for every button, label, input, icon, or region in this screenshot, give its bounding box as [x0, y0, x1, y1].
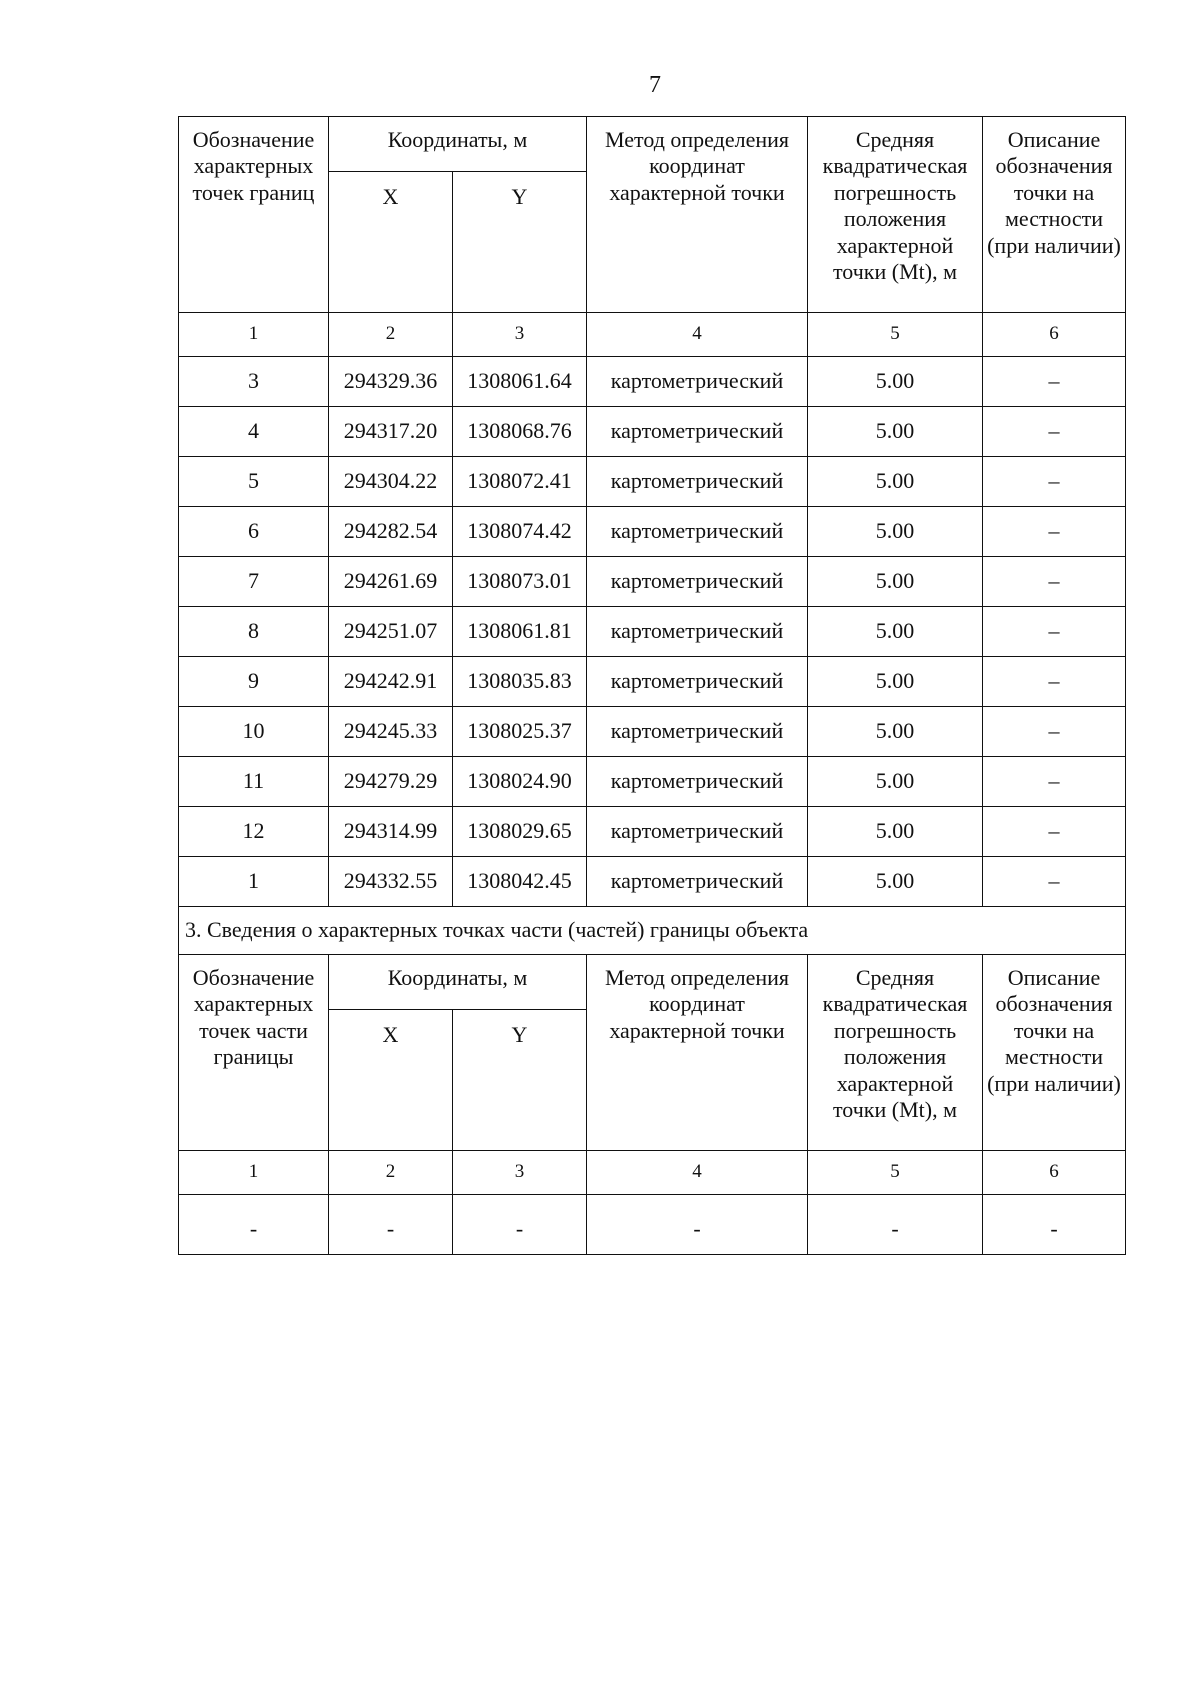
column-number: 3 [453, 313, 587, 357]
empty-cell: - [983, 1195, 1126, 1255]
point-cell: 8 [179, 607, 329, 657]
error-cell: 5.00 [808, 807, 983, 857]
y-cell: 1308072.41 [453, 457, 587, 507]
empty-cell: - [453, 1195, 587, 1255]
point-cell: 1 [179, 857, 329, 907]
y-cell: 1308061.64 [453, 357, 587, 407]
y-cell: 1308074.42 [453, 507, 587, 557]
method-cell: картометрический [587, 607, 808, 657]
y-cell: 1308068.76 [453, 407, 587, 457]
empty-cell: - [808, 1195, 983, 1255]
section-title: 3. Сведения о характерных точках части (частей) границы объекта [179, 907, 1126, 955]
column-number: 2 [329, 1151, 453, 1195]
description-cell: – [983, 807, 1126, 857]
method-cell: картометрический [587, 757, 808, 807]
column-numbers-row [179, 1151, 1126, 1195]
description-cell: – [983, 457, 1126, 507]
y-cell: 1308035.83 [453, 657, 587, 707]
header-designation: Обозначение характерных точек границ [179, 117, 329, 313]
header-coordinates: Координаты, м [329, 117, 587, 172]
boundary-points-table [178, 116, 1126, 1255]
method-cell: картометрический [587, 557, 808, 607]
table-header-row [179, 955, 1126, 1010]
point-cell: 4 [179, 407, 329, 457]
section-title-row [179, 907, 1126, 955]
x-cell: 294242.91 [329, 657, 453, 707]
header-description: Описание обозначения точки на местности (при наличии) [983, 955, 1126, 1151]
x-cell: 294317.20 [329, 407, 453, 457]
table-header-row [179, 117, 1126, 172]
error-cell: 5.00 [808, 657, 983, 707]
point-cell: 3 [179, 357, 329, 407]
description-cell: – [983, 407, 1126, 457]
method-cell: картометрический [587, 807, 808, 857]
method-cell: картометрический [587, 507, 808, 557]
y-cell: 1308042.45 [453, 857, 587, 907]
header-y: Y [453, 172, 587, 313]
empty-cell: - [587, 1195, 808, 1255]
y-cell: 1308024.90 [453, 757, 587, 807]
x-cell: 294314.99 [329, 807, 453, 857]
column-number: 1 [179, 313, 329, 357]
table-row [179, 807, 1126, 857]
point-cell: 12 [179, 807, 329, 857]
error-cell: 5.00 [808, 507, 983, 557]
x-cell: 294279.29 [329, 757, 453, 807]
column-number: 5 [808, 313, 983, 357]
header-coordinates: Координаты, м [329, 955, 587, 1010]
empty-row [179, 1195, 1126, 1255]
column-number: 2 [329, 313, 453, 357]
page-number: 7 [649, 72, 661, 98]
column-number: 4 [587, 313, 808, 357]
error-cell: 5.00 [808, 357, 983, 407]
method-cell: картометрический [587, 357, 808, 407]
table-row [179, 757, 1126, 807]
method-cell: картометрический [587, 857, 808, 907]
x-cell: 294332.55 [329, 857, 453, 907]
error-cell: 5.00 [808, 707, 983, 757]
point-cell: 7 [179, 557, 329, 607]
table-row [179, 857, 1126, 907]
column-number: 6 [983, 313, 1126, 357]
column-number: 4 [587, 1151, 808, 1195]
point-cell: 11 [179, 757, 329, 807]
table-row [179, 357, 1126, 407]
error-cell: 5.00 [808, 457, 983, 507]
error-cell: 5.00 [808, 407, 983, 457]
table-row [179, 557, 1126, 607]
x-cell: 294245.33 [329, 707, 453, 757]
header-x: X [329, 1010, 453, 1151]
description-cell: – [983, 357, 1126, 407]
column-number: 6 [983, 1151, 1126, 1195]
method-cell: картометрический [587, 657, 808, 707]
header-error: Средняя квадратическая погрешность положения характерной точки (Mt), м [808, 117, 983, 313]
header-method: Метод определения координат характерной точки [587, 117, 808, 313]
x-cell: 294304.22 [329, 457, 453, 507]
error-cell: 5.00 [808, 757, 983, 807]
y-cell: 1308073.01 [453, 557, 587, 607]
x-cell: 294261.69 [329, 557, 453, 607]
header-x: X [329, 172, 453, 313]
point-cell: 10 [179, 707, 329, 757]
point-cell: 6 [179, 507, 329, 557]
column-number: 5 [808, 1151, 983, 1195]
description-cell: – [983, 557, 1126, 607]
description-cell: – [983, 657, 1126, 707]
table-row [179, 657, 1126, 707]
table-row [179, 457, 1126, 507]
point-cell: 9 [179, 657, 329, 707]
method-cell: картометрический [587, 457, 808, 507]
header-y: Y [453, 1010, 587, 1151]
table-row [179, 407, 1126, 457]
description-cell: – [983, 857, 1126, 907]
error-cell: 5.00 [808, 557, 983, 607]
error-cell: 5.00 [808, 607, 983, 657]
table-row [179, 607, 1126, 657]
x-cell: 294251.07 [329, 607, 453, 657]
header-designation: Обозначение характерных точек части границы [179, 955, 329, 1151]
header-method: Метод определения координат характерной точки [587, 955, 808, 1151]
table-row [179, 707, 1126, 757]
column-number: 3 [453, 1151, 587, 1195]
x-cell: 294329.36 [329, 357, 453, 407]
y-cell: 1308061.81 [453, 607, 587, 657]
method-cell: картометрический [587, 707, 808, 757]
point-cell: 5 [179, 457, 329, 507]
table-row [179, 507, 1126, 557]
description-cell: – [983, 707, 1126, 757]
description-cell: – [983, 757, 1126, 807]
header-error: Средняя квадратическая погрешность положения характерной точки (Mt), м [808, 955, 983, 1151]
y-cell: 1308025.37 [453, 707, 587, 757]
header-description: Описание обозначения точки на местности (при наличии) [983, 117, 1126, 313]
description-cell: – [983, 507, 1126, 557]
method-cell: картометрический [587, 407, 808, 457]
description-cell: – [983, 607, 1126, 657]
error-cell: 5.00 [808, 857, 983, 907]
column-numbers-row [179, 313, 1126, 357]
empty-cell: - [179, 1195, 329, 1255]
y-cell: 1308029.65 [453, 807, 587, 857]
column-number: 1 [179, 1151, 329, 1195]
empty-cell: - [329, 1195, 453, 1255]
x-cell: 294282.54 [329, 507, 453, 557]
